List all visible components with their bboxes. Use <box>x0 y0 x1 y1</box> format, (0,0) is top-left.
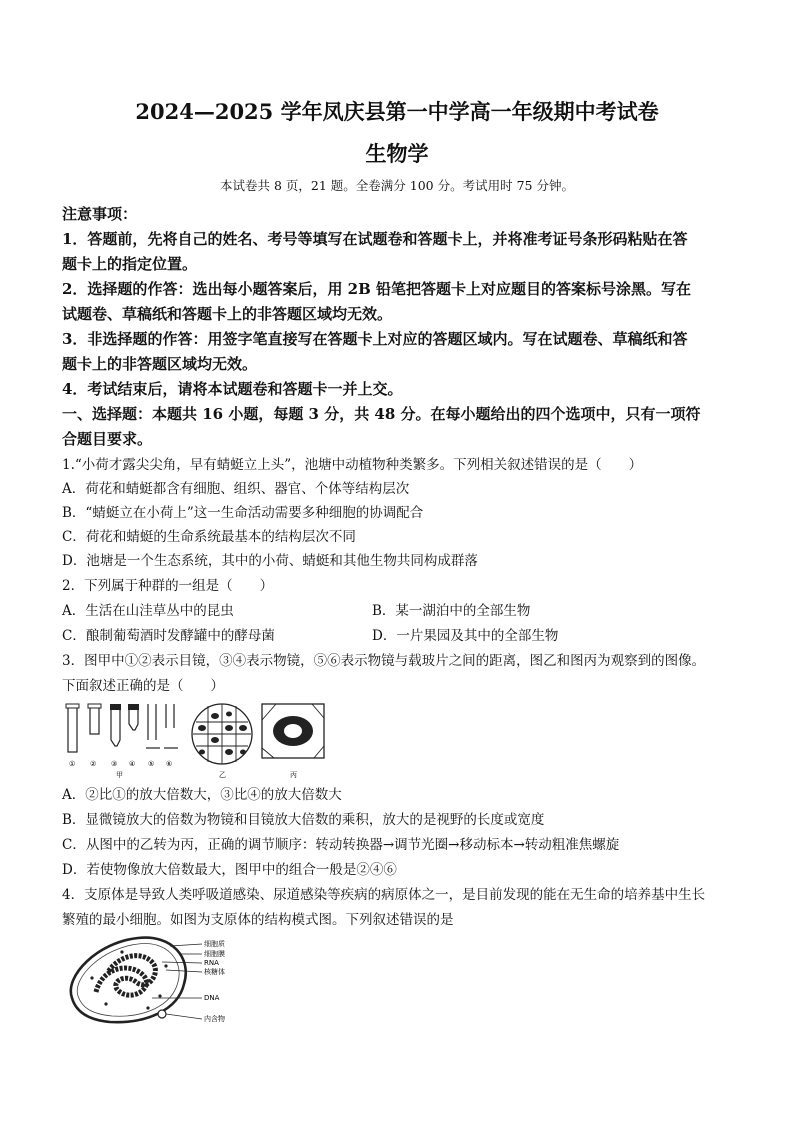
subject-title: 生物学 <box>365 141 429 166</box>
fig-label: ③ <box>111 760 118 768</box>
q4-stem: 4．支原体是导致人类呼吸道感染、尿道感染等疾病的病原体之一，是目前发现的能在无生命的培养基中生长 <box>62 887 706 903</box>
fig-label: 核糖体 <box>204 968 225 976</box>
fig-label: 细胞质 <box>204 940 225 948</box>
section-heading: 一、选择题：本题共 16 小题，每题 3 分，共 48 分。在每小题给出的四个选项中，只有一项符 <box>62 405 701 423</box>
q2-option-d: D．一片果园及其中的全部生物 <box>372 628 559 644</box>
q3-stem: 下面叙述正确的是（ ） <box>62 678 224 694</box>
q3-option-d: D．若使物像放大倍数最大，图甲中的组合一般是②④⑥ <box>62 862 397 878</box>
q3-option-c: C．从图中的乙转为丙，正确的调节顺序：转动转换器→调节光圈→移动标本→转动粗准焦螺旋 <box>62 837 620 853</box>
fig-caption-jia: 甲 <box>116 771 123 779</box>
notice-heading: 注意事项： <box>62 205 138 223</box>
q1-stem: 1.“小荷才露尖尖角，早有蜻蜓立上头”，池塘中动植物种类繁多。下列相关叙述错误的是（ ） <box>62 457 643 473</box>
objective-4 <box>128 704 139 730</box>
fig-label: DNA <box>204 994 220 1002</box>
fig-label: ⑥ <box>166 760 173 768</box>
notice-line: 题卡上的指定位置。 <box>62 255 198 273</box>
exam-title: 2024—2025 学年凤庆县第一中学高一年级期中考试卷 <box>135 99 659 124</box>
fig-label: ② <box>90 760 97 768</box>
eyepiece-2 <box>88 704 101 734</box>
q4-stem: 繁殖的最小细胞。如图为支原体的结构模式图。下列叙述错误的是 <box>62 912 454 928</box>
q1-option-d: D．池塘是一个生态系统，其中的小荷、蜻蜓和其他生物共同构成群落 <box>62 553 478 569</box>
q2-stem: 2．下列属于种群的一组是（ ） <box>62 578 274 594</box>
q2-option-b: B．某一湖泊中的全部生物 <box>372 603 531 619</box>
distance-5 <box>146 704 160 748</box>
exam-meta: 本试卷共 8 页，21 题。全卷满分 100 分。考试用时 75 分钟。 <box>220 178 574 193</box>
notice-line: 2．选择题的作答：选出每小题答案后，用 2B 铅笔把答题卡上对应题目的答案标号涂黑。写在 <box>62 280 692 298</box>
fig-caption-bing: 丙 <box>290 771 297 779</box>
fig-label: 细胞膜 <box>204 950 225 958</box>
notice-line: 试题卷、草稿纸和答题卡上的非答题区域均无效。 <box>62 305 393 323</box>
q3-stem: 3．图甲中①②表示目镜，③④表示物镜，⑤⑥表示物镜与载玻片之间的距离，图乙和图丙为观察到的图像。 <box>62 653 706 669</box>
fig-label: ① <box>69 760 76 768</box>
fig-label: RNA <box>204 959 219 967</box>
mycoplasma-cell <box>71 938 186 1023</box>
field-view-bing <box>262 704 324 758</box>
notice-line: 3．非选择题的作答：用签字笔直接写在答题卡上对应的答题区域内。写在试题卷、草稿纸和答 <box>62 330 688 348</box>
q3-option-b: B．显微镜放大的倍数为物镜和目镜放大倍数的乘积，放大的是视野的长度或宽度 <box>62 812 545 828</box>
eyepiece-1 <box>66 704 79 752</box>
fig-caption-yi: 乙 <box>219 771 226 779</box>
q2-option-a: A．生活在山洼草丛中的昆虫 <box>62 603 234 619</box>
notice-line: 1．答题前，先将自己的姓名、考号等填写在试题卷和答题卡上，并将准考证号条形码粘贴在答 <box>62 230 688 248</box>
notice-line: 4．考试结束后，请将本试题卷和答题卡一并上交。 <box>62 380 403 398</box>
q1-option-a: A．荷花和蜻蜓都含有细胞、组织、器官、个体等结构层次 <box>62 481 410 497</box>
fig-label: ④ <box>129 760 136 768</box>
fig-label: 内含物 <box>204 1015 225 1023</box>
notice-line: 题卡上的非答题区域均无效。 <box>62 355 258 373</box>
section-heading: 合题目要求。 <box>62 430 153 448</box>
q1-option-c: C．荷花和蜻蜓的生命系统最基本的结构层次不同 <box>62 529 356 545</box>
field-view-yi <box>192 704 252 764</box>
fig-label: ⑤ <box>148 760 155 768</box>
q2-option-c: C．酿制葡萄酒时发酵罐中的酵母菌 <box>62 628 275 644</box>
microscope-figure <box>62 700 332 780</box>
distance-6 <box>164 704 178 748</box>
objective-3 <box>110 704 121 746</box>
mycoplasma-figure <box>62 932 262 1028</box>
q1-option-b: B．“蜻蜓立在小荷上”这一生命活动需要多种细胞的协调配合 <box>62 505 424 521</box>
q3-option-a: A．②比①的放大倍数大，③比④的放大倍数大 <box>62 787 342 803</box>
